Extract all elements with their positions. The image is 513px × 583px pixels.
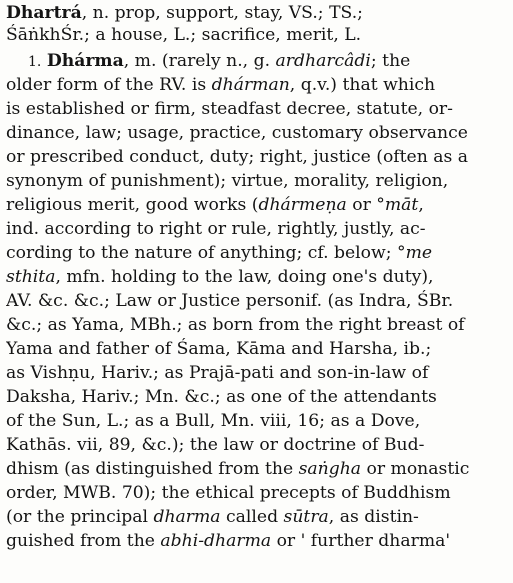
text-line: Yama and father of Śama, Kāma and Harsha, ib.; [6, 339, 432, 359]
text-line: dinance, law; usage, practice, customary observance [6, 123, 468, 143]
text-line: &c.; as Yama, MBh.; as born from the right breast of [6, 315, 465, 335]
text-line: ind. according to right or rule, rightly, justly, ac- [6, 219, 426, 239]
text-line: dhism (as distinguished from the saṅgha or monastic [6, 459, 470, 479]
text-line: guished from the abhi-dharma or ' further dharma' [6, 531, 451, 551]
headword: Dhartrá [6, 3, 82, 23]
text-line: as Vishṇu, Hariv.; as Prajā-pati and son-in-law of [6, 363, 429, 383]
text-line: (or the principal dharma called sūtra, as distin- [6, 507, 419, 527]
text-line: synonym of punishment); virtue, morality, religion, [6, 171, 449, 191]
text-line: cording to the nature of anything; cf. below; °me [6, 243, 433, 263]
text-line: or prescribed conduct, duty; right, justice (often as a [6, 147, 469, 167]
text-line: Daksha, Hariv.; Mn. &c.; as one of the attendants [6, 387, 437, 407]
text-line: 1. Dhárma, m. (rarely n., g. ardharcâdi; the [28, 51, 411, 71]
sense-number: 1. [28, 54, 42, 70]
text-line: is established or firm, steadfast decree, statute, or- [6, 99, 453, 119]
text-line: ŚāṅkhŚr.; a house, L.; sacrifice, merit, L. [6, 25, 362, 45]
text-line: order, MWB. 70); the ethical precepts of Buddhism [6, 483, 451, 503]
text-line: Dhartrá, n. prop, support, stay, VS.; TS.; [6, 3, 363, 23]
text-line: of the Sun, L.; as a Bull, Mn. viii, 16; as a Dove, [6, 411, 421, 431]
text-line: religious merit, good works (dhármeṇa or °māt, [6, 195, 424, 215]
text-line: older form of the RV. is dhárman, q.v.) that which [6, 75, 436, 95]
text-line: Kathās. vii, 89, &c.); the law or doctrine of Bud- [6, 435, 425, 455]
headword: Dhárma [46, 51, 124, 71]
text-line: AV. &c. &c.; Law or Justice personif. (as Indra, ŚBr. [6, 291, 454, 311]
text-line: sthita, mfn. holding to the law, doing one's duty), [6, 267, 434, 287]
